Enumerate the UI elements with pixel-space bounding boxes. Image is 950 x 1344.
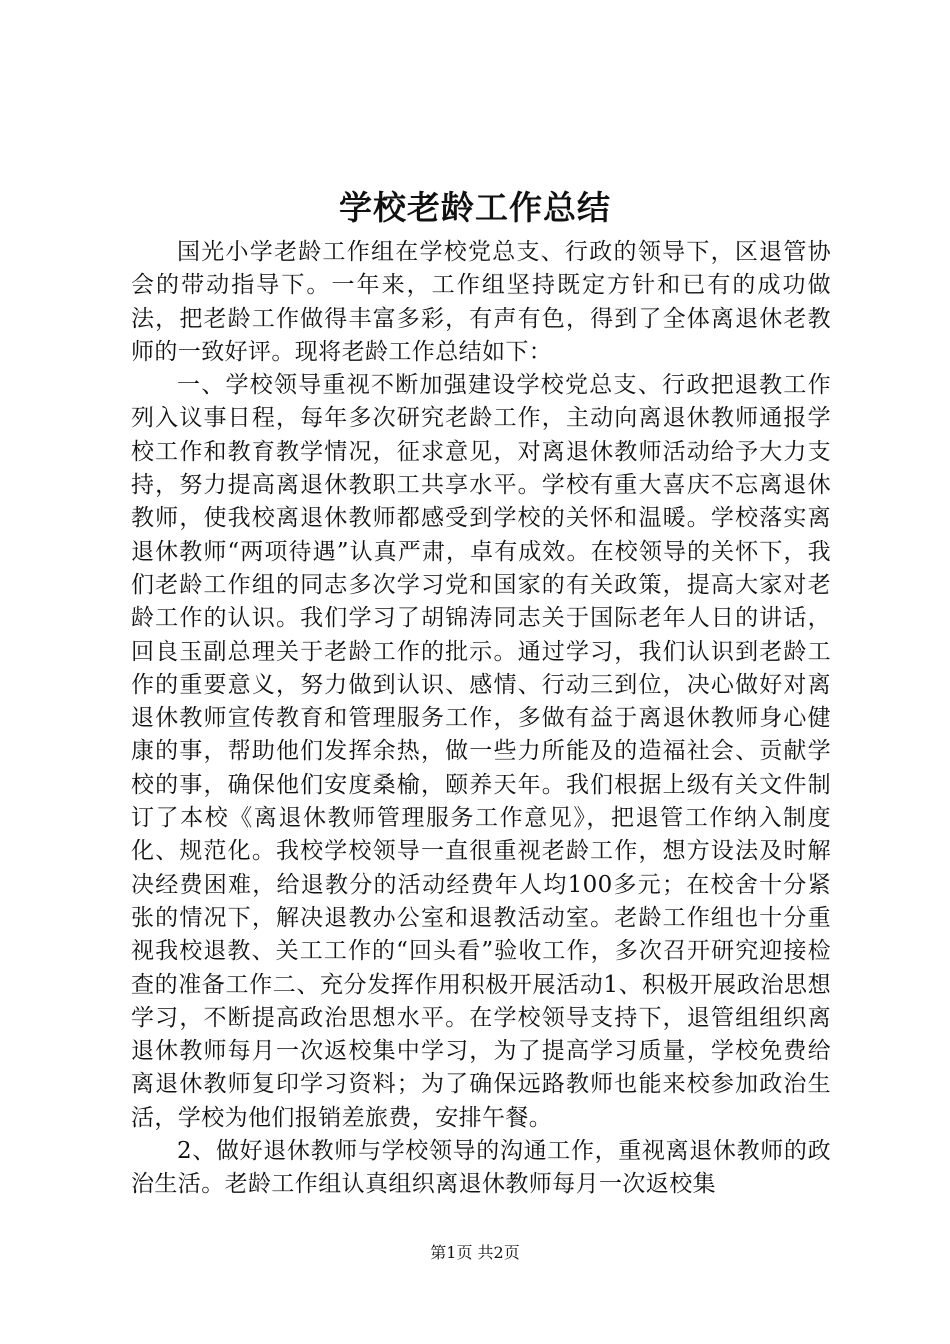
paragraph-item-two: 2、做好退休教师与学校领导的沟通工作，重视离退休教师的政治生活。老龄工作组认真组织离退休教师每月一次返校集	[131, 1138, 831, 1198]
page-number-footer: 第1页 共2页	[430, 1243, 520, 1262]
document-title: 学校老龄工作总结	[339, 188, 611, 227]
paragraph-section-one: 一、学校领导重视不断加强建设学校党总支、行政把退教工作列入议事日程，每年多次研究老龄工作，主动向离退休教师通报学校工作和教育教学情况，征求意见，对离退休教师活动给予大力支持，努力提高离退休教职工共享水平。学校有重大喜庆不忘离退休教师，使我校离退休教师都感受到学校的关怀和温暖。学校落实离退休教师“两项待遇”认真严肃，卓有成效。在校领导的关怀下，我们老龄工作组的同志多次学习党和国家的有关政策，提高大家对老龄工作的认识。我们学习了胡锦涛同志关于国际老年人日的讲话，回良玉副总理关于老龄工作的批示。通过学习，我们认识到老龄工作的重要意义，努力做到认识、感情、行动三到位，决心做好对离退休教师宣传教育和管理服务工作，多做有益于离退休教师身心健康的事，帮助他们发挥余热，做一些力所能及的造福社会、贡献学校的事，确保他们安度桑榆，颐养天年。我们根据上级有关文件制订了本校《离退休教师管理服务工作意见》，把退管工作纳入制度化、规范化。我校学校领导一直很重视老龄工作，想方设法及时解决经费困难，给退教分的活动经费年人均100多元；在校舍十分紧张的情况下，解决退教办公室和退教活动室。老龄工作组也十分重视我校退教、关工工作的“回头看”验收工作，多次召开研究迎接检查的准备工作二、充分发挥作用积极开展活动1、积极开展政治思想学习，不断提高政治思想水平。在学校领导支持下，退管组组织离退休教师每月一次返校集中学习，为了提高学习质量，学校免费给离退休教师复印学习资料；为了确保远路教师也能来校参加政治生活，学校为他们报销差旅费，安排午餐。	[131, 372, 831, 1131]
paragraph-intro: 国光小学老龄工作组在学校党总支、行政的领导下，区退管协会的带动指导下。一年来，工作组坚持既定方针和已有的成功做法，把老龄工作做得丰富多彩，有声有色，得到了全体离退休老教师的一致好评。现将老龄工作总结如下：	[131, 239, 831, 365]
document-body	[131, 236, 831, 1202]
